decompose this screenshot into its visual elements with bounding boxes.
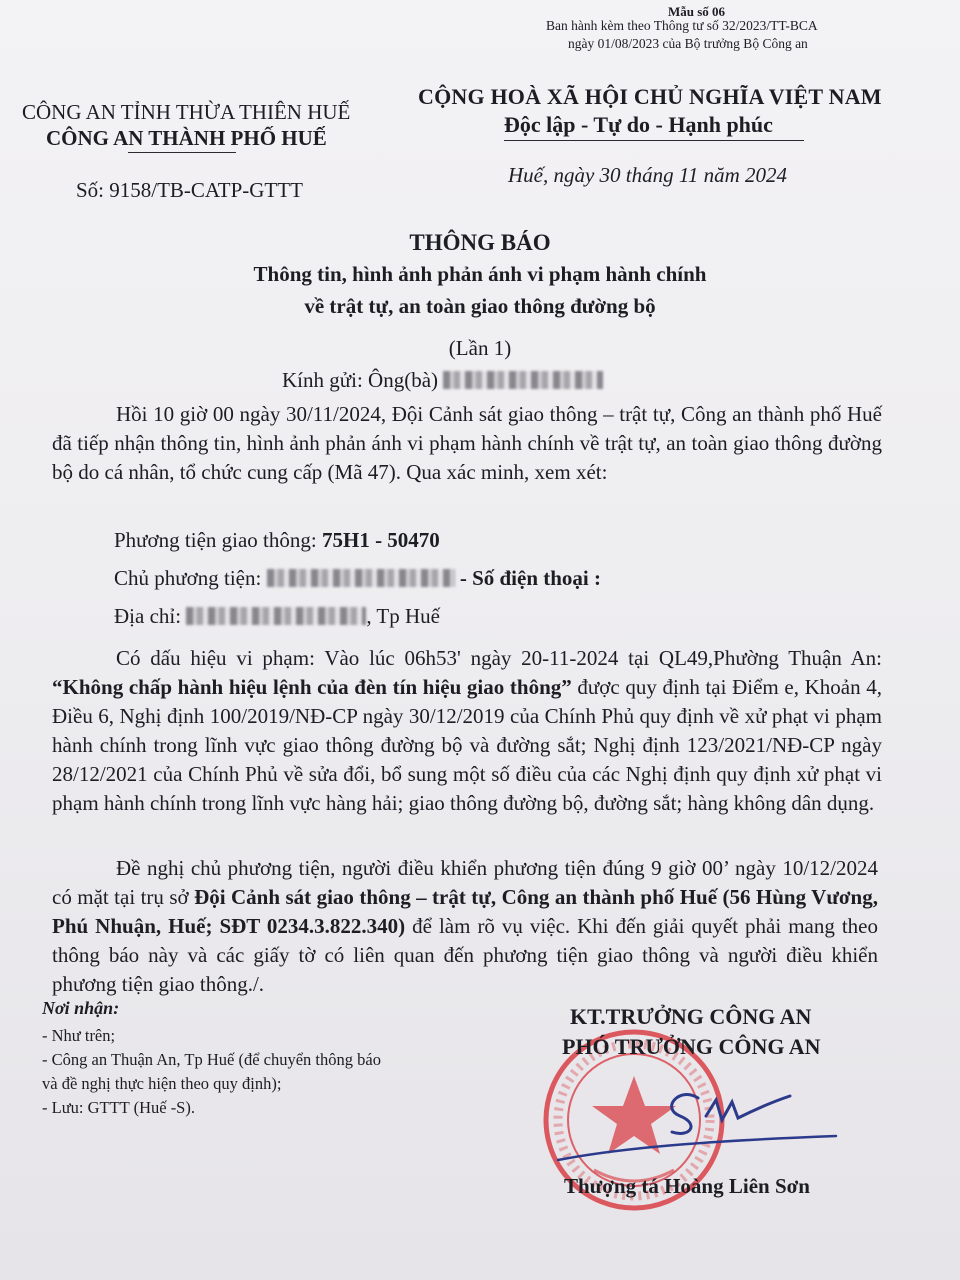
recipient-line xyxy=(282,368,603,393)
form-number: Mẫu số 06 xyxy=(668,4,726,19)
document-subtitle-line1: Thông tin, hình ảnh phản ánh vi phạm hành chính xyxy=(253,262,707,286)
form-note-line1: Ban hành kèm theo Thông tư số 32/2023/TT-BCA xyxy=(546,18,818,33)
owner-line xyxy=(114,566,601,591)
request-paragraph xyxy=(52,854,878,999)
form-note-line2: ngày 01/08/2023 của Bộ trưởng Bộ Công an xyxy=(568,36,808,51)
address-city: , Tp Huế xyxy=(366,604,440,628)
handwritten-signature xyxy=(540,1076,840,1166)
attempt-number: (Lần 1) xyxy=(448,336,512,360)
recipient-label: Kính gửi: Ông(bà) xyxy=(282,368,439,392)
intro-paragraph: Hồi 10 giờ 00 ngày 30/11/2024, Đội Cảnh sát giao thông – trật tự, Công an thành phố Huế đã tiếp nhận thông tin, hình ảnh phản ánh vi phạm hành chính về trật tự, an toàn giao thông đường bộ do cá nhân, tổ chức cung cấp (Mã 47). Qua xác minh, xem xét: xyxy=(52,402,882,484)
agency-parent: CÔNG AN TỈNH THỪA THIÊN HUẾ xyxy=(22,100,351,124)
agency-underline xyxy=(128,152,236,153)
redacted-recipient-name xyxy=(443,371,603,389)
signature-title-line2: PHÓ TRƯỞNG CÔNG AN xyxy=(562,1034,821,1059)
receiver-item: - Lưu: GTTT (Huế -S). xyxy=(42,1098,195,1117)
signature-title-line1: KT.TRƯỞNG CÔNG AN xyxy=(570,1004,812,1029)
document-title: THÔNG BÁO xyxy=(409,230,551,255)
receiver-item: và đề nghị thực hiện theo quy định); xyxy=(42,1074,282,1093)
vehicle-label: Phương tiện giao thông: xyxy=(114,528,322,552)
receiver-item: - Công an Thuận An, Tp Huế (để chuyển thông báo xyxy=(42,1050,381,1069)
national-title: CỘNG HOÀ XÃ HỘI CHỦ NGHĨA VIỆT NAM xyxy=(418,84,882,109)
dateline: Huế, ngày 30 tháng 11 năm 2024 xyxy=(508,163,787,187)
document-number: Số: 9158/TB-CATP-GTTT xyxy=(76,178,303,202)
violation-paragraph xyxy=(52,644,882,818)
violation-text: “Không chấp hành hiệu lệnh của đèn tín hiệu giao thông” xyxy=(52,675,572,699)
redacted-address xyxy=(186,607,366,625)
redacted-owner-name xyxy=(267,569,455,587)
address-line xyxy=(114,604,440,629)
document-subtitle-line2: về trật tự, an toàn giao thông đường bộ xyxy=(304,294,656,318)
request-lead: Đề nghị chủ phương tiện, người điều khiển phương tiện đúng 9 giờ 00’ ngày 10/12/2024 có mặt tại trụ sở xyxy=(52,856,878,909)
address-label: Địa chỉ: xyxy=(114,604,182,628)
office-address: Đội Cảnh sát giao thông – trật tự, Công an thành phố Huế (56 Hùng Vương, Phú Nhuận, Huế; SĐT 0234.3.822.340) xyxy=(52,885,878,938)
owner-label: Chủ phương tiện: xyxy=(114,566,262,590)
motto-underline xyxy=(504,140,804,141)
signer-name: Thượng tá Hoàng Liên Sơn xyxy=(564,1174,810,1198)
violation-lead: Có dấu hiệu vi phạm: Vào lúc 06h53' ngày 20-11-2024 tại QL49,Phường Thuận An: xyxy=(116,646,882,670)
vehicle-line xyxy=(114,528,440,553)
receivers-heading: Nơi nhận: xyxy=(42,998,120,1018)
phone-label: - Số điện thoại : xyxy=(454,566,602,590)
vehicle-plate: 75H1 - 50470 xyxy=(321,528,440,552)
violation-legal-basis: được quy định tại Điểm e, Khoản 4, Điều 6, Nghị định 100/2019/NĐ-CP ngày 30/12/2019 của Chính Phủ quy định về xử phạt vi phạm hành chính trong lĩnh vực giao thông đường bộ và đường sắt; Nghị định 123/2021/NĐ-CP ngày 28/12/2021 của Chính Phủ về sửa đổi, bổ sung một số điều của các Nghị định quy định xử phạt vi phạm hành chính trong lĩnh vực hàng hải; giao thông đường bộ, đường sắt; hàng không dân dụng. xyxy=(52,675,882,815)
receiver-item: - Như trên; xyxy=(42,1026,116,1045)
agency-name: CÔNG AN THÀNH PHỐ HUẾ xyxy=(46,126,327,150)
national-motto: Độc lập - Tự do - Hạnh phúc xyxy=(504,112,773,137)
request-rest: để làm rõ vụ việc. Khi đến giải quyết phải mang theo thông báo này và các giấy tờ có liên quan đến phương tiện giao thông và người điều khiển phương tiện giao thông./. xyxy=(52,914,879,996)
